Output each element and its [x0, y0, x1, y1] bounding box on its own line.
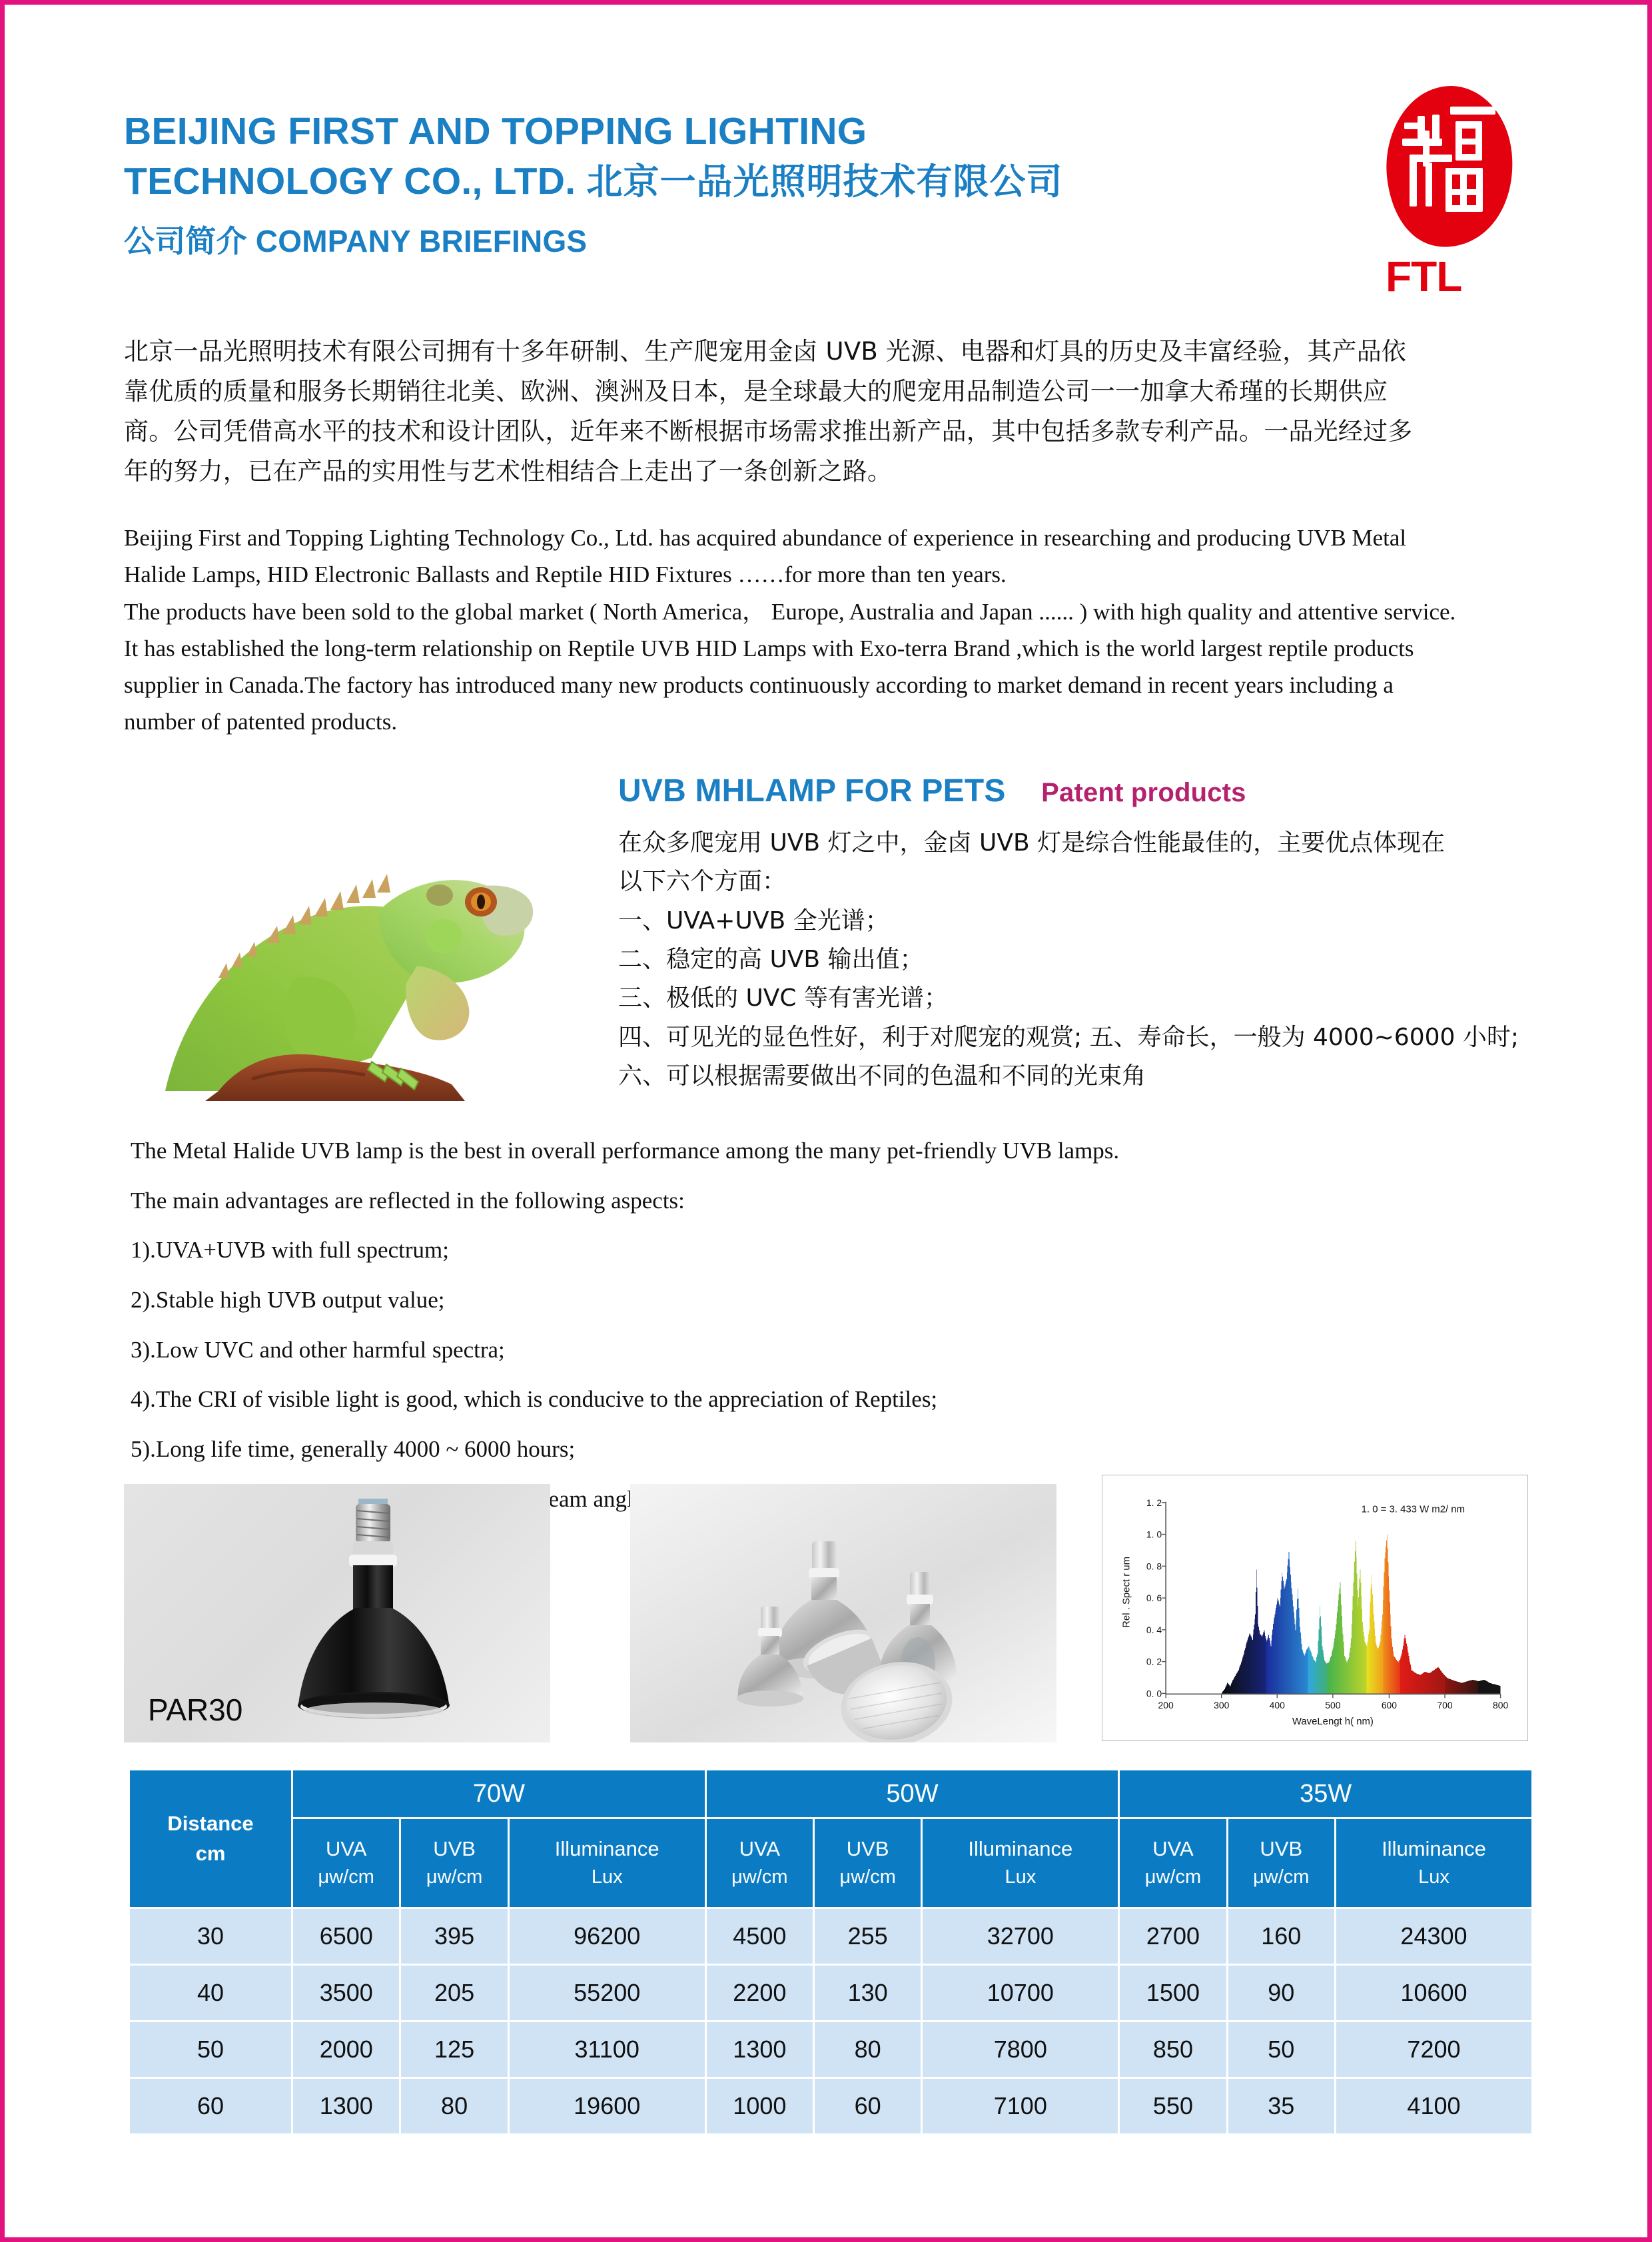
- product-photo-par-group: [630, 1484, 1056, 1742]
- chinese-seal-icon: [1379, 84, 1521, 250]
- cell-value: 80: [401, 2079, 507, 2133]
- chart-ytick-0.0: 0. 0: [1146, 1688, 1162, 1699]
- sub-header-35w-uvb: [1228, 1819, 1334, 1907]
- cell-value: 19600: [510, 2079, 705, 2133]
- en-advantage-item-1: 1).UVA+UVB with full spectrum;: [131, 1237, 449, 1264]
- sub-header-unit: Lux: [1005, 1866, 1036, 1888]
- cell-value: 80: [815, 2022, 921, 2077]
- cell-value: 10600: [1336, 1966, 1531, 2020]
- measurement-table: [128, 1768, 1533, 2135]
- sub-header-unit: μw/cm: [318, 1866, 374, 1888]
- cell-value: 2000: [293, 2022, 399, 2077]
- cell-value: 6500: [293, 1909, 399, 1964]
- company-intro-en: [124, 520, 1456, 741]
- intro-en-paragraph-2: The products have been sold to the global market ( North America， Europe, Australia and Japan ...... ) with high quality and attentive service. It has established the long-term relationship on Reptile UVB HID Lamps with Exo-terra Brand ,which is the world largest reptile products supplier in Canada.The factory has introduced many new products continuously according to market demand in recent years including a number of patented products.: [124, 598, 1456, 735]
- uvb-title: UVB MHLAMP FOR PETS: [618, 773, 1006, 809]
- table-row: [130, 1966, 1531, 2020]
- chart-ytick-1.0: 1. 0: [1146, 1529, 1162, 1540]
- sub-header-name: UVA: [326, 1837, 367, 1861]
- company-intro-cn: 北京一品光照明技术有限公司拥有十多年研制、生产爬宠用金卤 UVB 光源、电器和灯具的历史及丰富经验，其产品依靠优质的质量和服务长期销往北美、欧洲、澳洲及日本，是全球最大的爬宠用品制造公司一一加拿大希瑾的长期供应商。公司凭借高水平的技术和设计团队，近年来不断根据市场需求推出新产品，其中包括多款专利产品。一品光经过多年的努力，已在产品的实用性与艺术性相结合上走出了一条创新之路。: [124, 337, 1413, 486]
- cell-value: 130: [815, 1966, 921, 2020]
- sub-header-50w-illuminance: [923, 1819, 1118, 1907]
- chart-ytick-0.2: 0. 2: [1146, 1656, 1162, 1667]
- table-row: [130, 2079, 1531, 2133]
- cell-value: 10700: [923, 1966, 1118, 2020]
- sub-header-unit: μw/cm: [731, 1866, 788, 1888]
- cell-value: 3500: [293, 1966, 399, 2020]
- table-row: [130, 1909, 1531, 1964]
- cn-lead-line-1: 在众多爬宠用 UVB 灯之中，金卤 UVB 灯是综合性能最佳的，主要优点体现在: [618, 829, 1446, 857]
- cell-value: 55200: [510, 1966, 705, 2020]
- uvb-section-heading: [618, 773, 1457, 809]
- sub-header-unit: Lux: [1418, 1866, 1449, 1888]
- cell-value: 24300: [1336, 1909, 1531, 1964]
- en-advantage-item-4: 4).The CRI of visible light is good, which is conducive to the appreciation of Reptiles;: [131, 1386, 938, 1413]
- product-photo-par30: [124, 1484, 550, 1742]
- chart-annotation: 1. 0 = 3. 433 W m2/ nm: [1361, 1503, 1465, 1515]
- cell-value: 90: [1228, 1966, 1334, 2020]
- iguana-photo: [152, 778, 545, 1101]
- cell-value: 2700: [1120, 1909, 1226, 1964]
- sub-header-70w-uvb: [401, 1819, 507, 1907]
- briefings-label-en: COMPANY BRIEFINGS: [255, 224, 588, 259]
- sub-header-name: UVA: [739, 1837, 781, 1861]
- en-advantage-item-5: 5).Long life time, generally 4000 ~ 6000 hours;: [131, 1436, 576, 1463]
- cell-distance: 50: [130, 2022, 291, 2077]
- en-advantage-item-6: beam angle: [536, 1485, 644, 1512]
- sub-header-50w-uva: [707, 1819, 813, 1907]
- cell-value: 205: [401, 1966, 507, 2020]
- chart-ytick-0.6: 0. 6: [1146, 1593, 1162, 1604]
- cn-advantage-item-4: 四、可见光的显色性好，利于对爬宠的观赏; 五、寿命长，一般为 4000~6000 小时;: [618, 1023, 1519, 1051]
- cell-distance: 40: [130, 1966, 291, 2020]
- cell-value: 96200: [510, 1909, 705, 1964]
- sub-header-unit: μw/cm: [426, 1866, 483, 1888]
- chart-xtick-500: 500: [1325, 1700, 1341, 1711]
- sub-header-name: UVB: [1260, 1837, 1303, 1861]
- cn-lead-line-2: 以下六个方面：: [618, 868, 787, 896]
- cn-advantage-item-2: 二、稳定的高 UVB 输出值；: [618, 945, 924, 973]
- en-advantage-item-3: 3).Low UVC and other harmful spectra;: [131, 1336, 505, 1363]
- chart-xtick-200: 200: [1158, 1700, 1174, 1711]
- cell-value: 7100: [923, 2079, 1118, 2133]
- cell-value: 125: [401, 2022, 507, 2077]
- cell-value: 50: [1228, 2022, 1334, 2077]
- cell-value: 60: [815, 2079, 921, 2133]
- cell-value: 255: [815, 1909, 921, 1964]
- chart-ylabel: Rel . Spect r um: [1120, 1556, 1132, 1628]
- cell-distance: 60: [130, 2079, 291, 2133]
- patent-products-label: Patent products: [1041, 778, 1246, 807]
- cell-value: 160: [1228, 1909, 1334, 1964]
- spectrum-chart: [1102, 1475, 1528, 1741]
- cn-advantage-item-1: 一、UVA+UVB 全光谱；: [618, 907, 889, 934]
- company-name-en-line2: TECHNOLOGY CO., LTD.: [124, 160, 576, 203]
- product-images-row: [124, 1484, 1529, 1747]
- sub-header-name: UVB: [433, 1837, 476, 1861]
- distance-header-cell: [130, 1770, 291, 1907]
- logo-text-ftl: FTL: [1386, 252, 1462, 300]
- sub-header-unit: Lux: [591, 1866, 623, 1888]
- sub-header-name: UVA: [1152, 1837, 1194, 1861]
- table-row: [130, 2022, 1531, 2077]
- cell-value: 35: [1228, 2079, 1334, 2133]
- group-header-35w: 35W: [1120, 1770, 1531, 1817]
- chart-xtick-800: 800: [1492, 1700, 1509, 1711]
- cell-value: 550: [1120, 2079, 1226, 2133]
- en-advantage-item-2: 2).Stable high UVB output value;: [131, 1287, 445, 1313]
- intro-en-paragraph-1: Beijing First and Topping Lighting Technology Co., Ltd. has acquired abundance of experience in researching and producing UVB Metal Halide Lamps, HID Electronic Ballasts and Reptile HID Fixtures ……for more than ten years.: [124, 525, 1407, 588]
- chart-xtick-300: 300: [1214, 1700, 1230, 1711]
- sub-header-name: UVB: [846, 1837, 889, 1861]
- sub-header-name: Illuminance: [968, 1837, 1073, 1861]
- company-name-en-line1: BEIJING FIRST AND TOPPING LIGHTING: [124, 110, 867, 153]
- company-title: [124, 107, 1296, 206]
- uvb-advantages-en: [131, 1132, 1463, 1531]
- distance-header-label: Distance: [167, 1812, 254, 1836]
- silver-par-lamps-icon: [630, 1484, 1056, 1742]
- briefings-label-cn: 公司简介: [124, 224, 247, 259]
- cell-value: 7200: [1336, 2022, 1531, 2077]
- cell-value: 4500: [707, 1909, 813, 1964]
- sub-header-70w-illuminance: [510, 1819, 705, 1907]
- chart-spectrum-area: [1222, 1535, 1501, 1694]
- sub-header-name: Illuminance: [1382, 1837, 1486, 1861]
- chart-ytick-1.2: 1. 2: [1146, 1497, 1162, 1508]
- sub-header-35w-uva: [1120, 1819, 1226, 1907]
- group-header-70w: 70W: [293, 1770, 705, 1817]
- page-header: [124, 107, 1529, 340]
- cell-value: 395: [401, 1909, 507, 1964]
- section-title-company-briefings: [124, 217, 1529, 261]
- cn-advantage-item-5: 六、可以根据需要做出不同的色温和不同的光束角: [618, 1062, 1146, 1090]
- cell-value: 4100: [1336, 2079, 1531, 2133]
- sub-header-70w-uva: [293, 1819, 399, 1907]
- chart-ytick-0.8: 0. 8: [1146, 1561, 1162, 1572]
- company-name-cn: 北京一品光照明技术有限公司: [586, 162, 1063, 202]
- sub-header-unit: μw/cm: [1253, 1866, 1310, 1888]
- distance-header-unit: cm: [195, 1841, 226, 1865]
- company-logo: [1371, 84, 1537, 304]
- chart-xlabel: WaveLengt h( nm): [1292, 1716, 1374, 1728]
- uvb-section: [618, 773, 1519, 1096]
- uvb-advantages-cn: [618, 824, 1519, 1096]
- cn-advantage-item-3: 三、极低的 UVC 等有害光谱；: [618, 984, 949, 1012]
- sub-header-35w-illuminance: [1336, 1819, 1531, 1907]
- sub-header-unit: μw/cm: [839, 1866, 896, 1888]
- cell-value: 1300: [707, 2022, 813, 2077]
- group-header-50w: 50W: [707, 1770, 1118, 1817]
- cell-value: 1000: [707, 2079, 813, 2133]
- cell-value: 1300: [293, 2079, 399, 2133]
- en-advantage-intro-2: The main advantages are reflected in the following aspects:: [131, 1187, 685, 1214]
- par30-label: PAR30: [148, 1692, 243, 1727]
- cell-value: 32700: [923, 1909, 1118, 1964]
- sub-header-50w-uvb: [815, 1819, 921, 1907]
- chart-xtick-400: 400: [1269, 1700, 1285, 1711]
- cell-value: 2200: [707, 1966, 813, 2020]
- chart-xtick-700: 700: [1437, 1700, 1453, 1711]
- table-group-header-row: [130, 1770, 1531, 1817]
- spectrum-chart-svg: [1102, 1475, 1527, 1740]
- cell-value: 850: [1120, 2022, 1226, 2077]
- table-sub-header-row: [130, 1819, 1531, 1907]
- cell-value: 1500: [1120, 1966, 1226, 2020]
- cell-value: 7800: [923, 2022, 1118, 2077]
- chart-ytick-0.4: 0. 4: [1146, 1624, 1162, 1635]
- sub-header-name: Illuminance: [554, 1837, 659, 1861]
- chart-xtick-600: 600: [1381, 1700, 1398, 1711]
- cell-value: 31100: [510, 2022, 705, 2077]
- en-advantage-intro-1: The Metal Halide UVB lamp is the best in overall performance among the many pet-friendly UVB lamps.: [131, 1138, 1120, 1164]
- cell-distance: 30: [130, 1909, 291, 1964]
- sub-header-unit: μw/cm: [1144, 1866, 1202, 1888]
